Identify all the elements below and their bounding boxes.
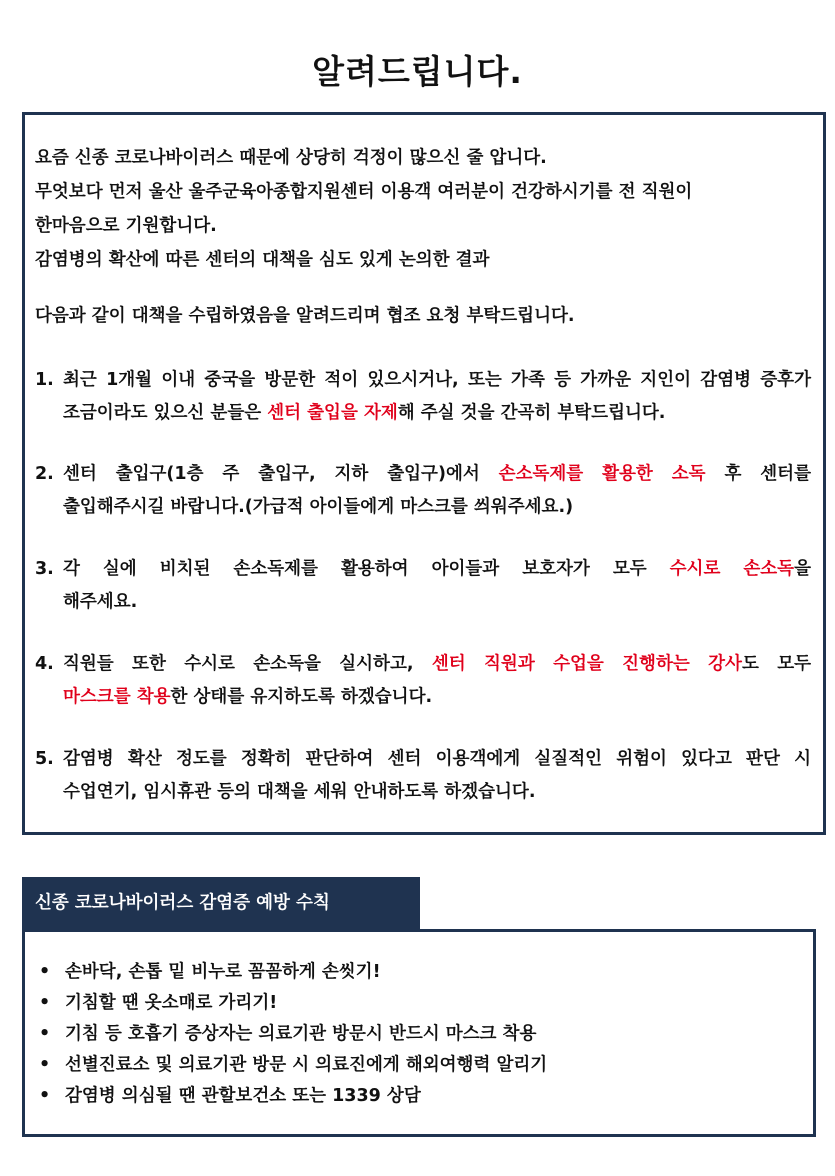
item-number: 3. <box>35 559 54 579</box>
item-line: 최근 1개월 이내 중국을 방문한 적이 있으시거나, 또는 가족 등 가까운 지인이 감염병 증후가 <box>63 370 811 390</box>
bullet-icon: • <box>39 1055 51 1075</box>
item-line: 출입해주시길 바랍니다.(가급적 아이들에게 마스크를 씌워주세요.) <box>63 497 574 517</box>
highlight-text: 마스크를 착용 <box>63 687 171 707</box>
intro-line: 무엇보다 먼저 울산 울주군육아종합지원센터 이용객 여러분이 건강하시기를 전 직원이 <box>35 182 693 202</box>
item-line: 수업연기, 임시휴관 등의 대책을 세워 안내하도록 하겠습니다. <box>63 782 536 802</box>
item-line: 마스크를 착용한 상태를 유지하도록 하겠습니다. <box>63 687 433 707</box>
list-item: • 손바닥, 손톱 밑 비누로 꼼꼼하게 손씻기! <box>39 958 381 986</box>
item-line: 조금이라도 있으신 분들은 센터 출입을 자제해 주실 것을 간곡히 부탁드립니다. <box>63 403 666 423</box>
highlight-text: 센터 직원과 수업을 진행하는 강사 <box>431 654 742 674</box>
item-line: 해주세요. <box>63 592 138 612</box>
item-number: 1. <box>35 370 54 390</box>
notice-box <box>22 112 826 835</box>
page-title: 알려드립니다. <box>312 52 523 91</box>
item-line: 각 실에 비치된 손소독제를 활용하여 아이들과 보호자가 모두 수시로 손소독을 <box>63 559 811 579</box>
intro-line: 요즘 신종 코로나바이러스 때문에 상당히 걱정이 많으신 줄 압니다. <box>35 148 547 168</box>
bullet-icon: • <box>39 1086 51 1106</box>
bullet-icon: • <box>39 962 51 982</box>
prevention-box <box>22 929 816 1137</box>
highlight-text: 손소독제를 활용한 소독 <box>498 464 706 484</box>
item-number: 5. <box>35 749 54 769</box>
item-line: 감염병 확산 정도를 정확히 판단하여 센터 이용객에게 실질적인 위험이 있다고 판단 시 <box>63 749 811 769</box>
list-item: • 감염병 의심될 땐 관할보건소 또는 1339 상담 <box>39 1082 421 1110</box>
highlight-text: 센터 출입을 자제 <box>267 403 398 423</box>
list-item: • 선별진료소 및 의료기관 방문 시 의료진에게 해외여행력 알리기 <box>39 1051 547 1079</box>
item-number: 2. <box>35 464 54 484</box>
intro-line: 감염병의 확산에 따른 센터의 대책을 심도 있게 논의한 결과 <box>35 250 490 270</box>
intro-line: 한마음으로 기원합니다. <box>35 216 217 236</box>
list-item: • 기침할 땐 옷소매로 가리기! <box>39 989 277 1017</box>
intro-line: 다음과 같이 대책을 수립하였음을 알려드리며 협조 요청 부탁드립니다. <box>35 306 575 326</box>
list-item: • 기침 등 호흡기 증상자는 의료기관 방문시 반드시 마스크 착용 <box>39 1020 536 1048</box>
prevention-heading: 신종 코로나바이러스 감염증 예방 수칙 <box>22 877 420 929</box>
highlight-text: 수시로 손소독 <box>669 559 795 579</box>
item-number: 4. <box>35 654 54 674</box>
bullet-icon: • <box>39 1024 51 1044</box>
item-line: 직원들 또한 수시로 손소독을 실시하고, 센터 직원과 수업을 진행하는 강사도 모두 <box>63 654 811 674</box>
bullet-icon: • <box>39 993 51 1013</box>
item-line: 센터 출입구(1층 주 출입구, 지하 출입구)에서 손소독제를 활용한 소독 후 센터를 <box>63 464 811 484</box>
